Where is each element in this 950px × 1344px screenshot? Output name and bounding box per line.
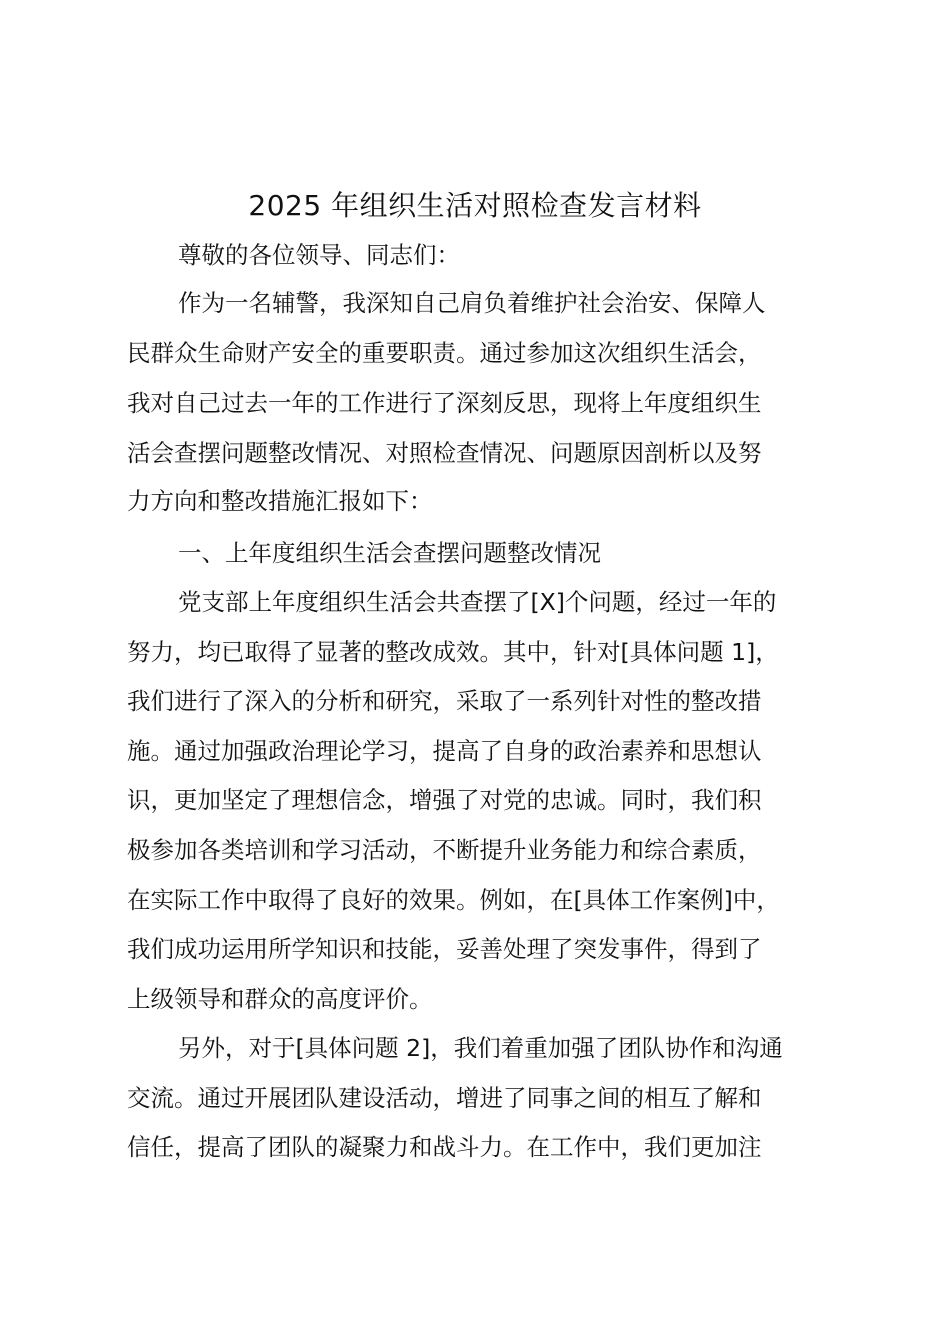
paragraph-line: 活会查摆问题整改情况、对照检查情况、问题原因剖析以及努	[127, 439, 762, 467]
paragraph-line: 施。通过加强政治理论学习，提高了自身的政治素养和思想认	[127, 737, 762, 765]
document-title: 2025 年组织生活对照检查发言材料	[248, 189, 702, 222]
paragraph-line: 我对自己过去一年的工作进行了深刻反思，现将上年度组织生	[127, 389, 762, 417]
paragraph-line: 我们成功运用所学知识和技能，妥善处理了突发事件，得到了	[127, 935, 762, 963]
paragraph-line: 识，更加坚定了理想信念，增强了对党的忠诚。同时，我们积	[127, 786, 762, 814]
paragraph-line: 党支部上年度组织生活会共查摆了[X]个问题，经过一年的	[178, 588, 777, 616]
paragraph-line: 另外，对于[具体问题 2]，我们着重加强了团队协作和沟通	[178, 1034, 783, 1062]
paragraph-line: 民群众生命财产安全的重要职责。通过参加这次组织生活会，	[127, 339, 762, 367]
paragraph-line: 上级领导和群众的高度评价。	[127, 985, 433, 1013]
paragraph-line: 作为一名辅警，我深知自己肩负着维护社会治安、保障人	[178, 289, 766, 317]
paragraph-line: 在实际工作中取得了良好的效果。例如，在[具体工作案例]中，	[127, 886, 780, 914]
paragraph-line: 信任，提高了团队的凝聚力和战斗力。在工作中，我们更加注	[127, 1133, 762, 1161]
paragraph-line: 努力，均已取得了显著的整改成效。其中，针对[具体问题 1]，	[127, 638, 779, 666]
paragraph-line: 我们进行了深入的分析和研究，采取了一系列针对性的整改措	[127, 687, 762, 715]
paragraph-line: 力方向和整改措施汇报如下：	[127, 487, 433, 515]
salutation-line: 尊敬的各位领导、同志们：	[178, 241, 460, 269]
paragraph-line: 极参加各类培训和学习活动，不断提升业务能力和综合素质，	[127, 836, 762, 864]
paragraph-line: 交流。通过开展团队建设活动，增进了同事之间的相互了解和	[127, 1084, 762, 1112]
section-heading: 一、上年度组织生活会查摆问题整改情况	[178, 539, 601, 567]
